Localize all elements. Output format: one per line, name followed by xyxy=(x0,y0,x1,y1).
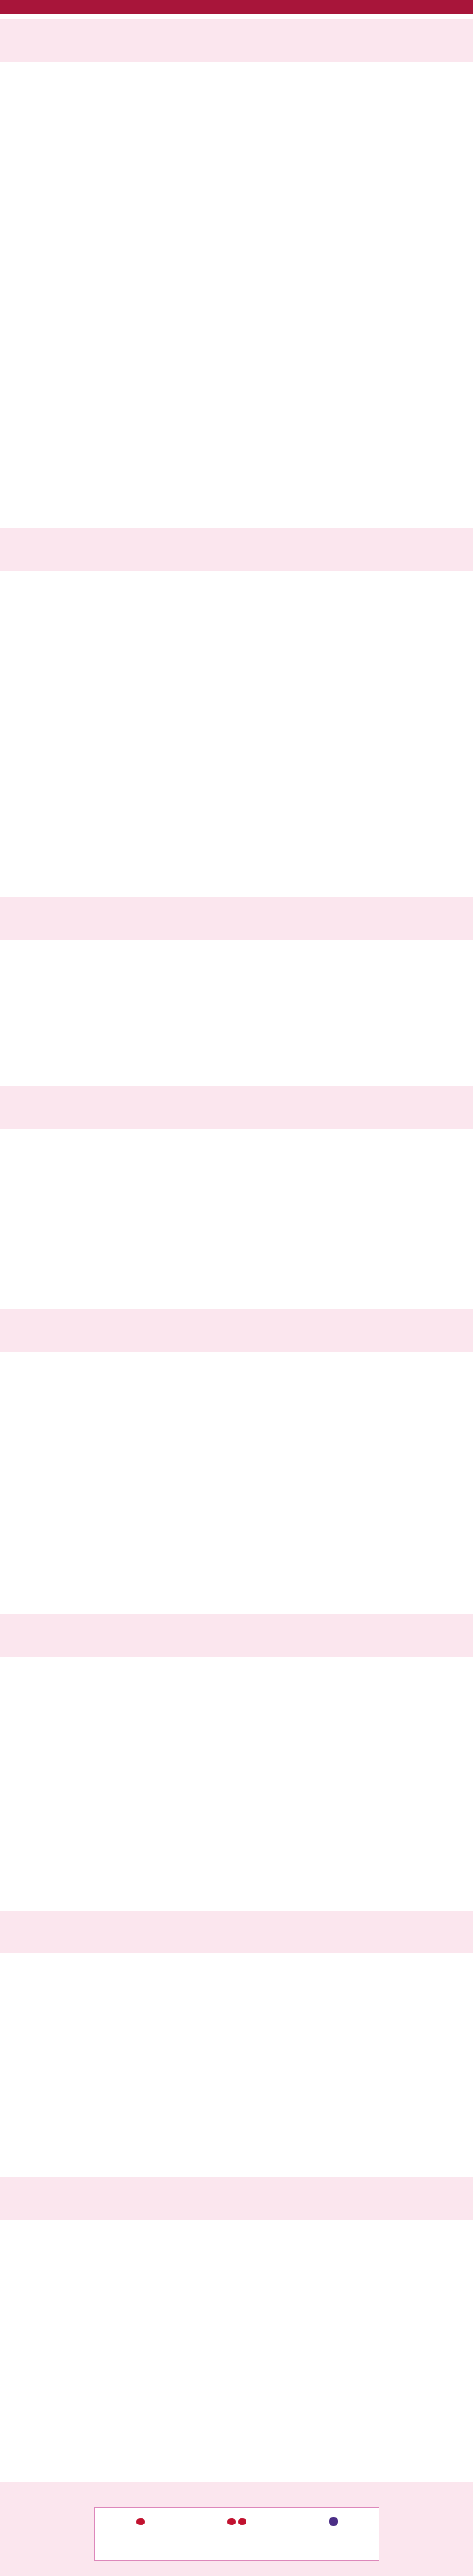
vegetable-banner xyxy=(0,1614,473,1657)
dietary-key-box xyxy=(94,2507,379,2561)
chilli-icon xyxy=(136,2518,145,2525)
tandoori-banner xyxy=(0,1086,473,1129)
key-nuts xyxy=(329,2517,338,2526)
experience-banner xyxy=(0,2177,473,2220)
chilli-icon xyxy=(227,2518,236,2525)
classics-banner xyxy=(0,1309,473,1352)
chilli-icon xyxy=(238,2518,246,2525)
top-notice xyxy=(0,0,473,14)
sundries-banner xyxy=(0,1911,473,1953)
starters-banner xyxy=(0,19,473,62)
key-hot xyxy=(136,2518,146,2526)
nut-icon xyxy=(329,2517,338,2526)
key-very-hot xyxy=(227,2518,247,2526)
chefs-banner xyxy=(0,528,473,571)
seafood-banner xyxy=(0,897,473,940)
